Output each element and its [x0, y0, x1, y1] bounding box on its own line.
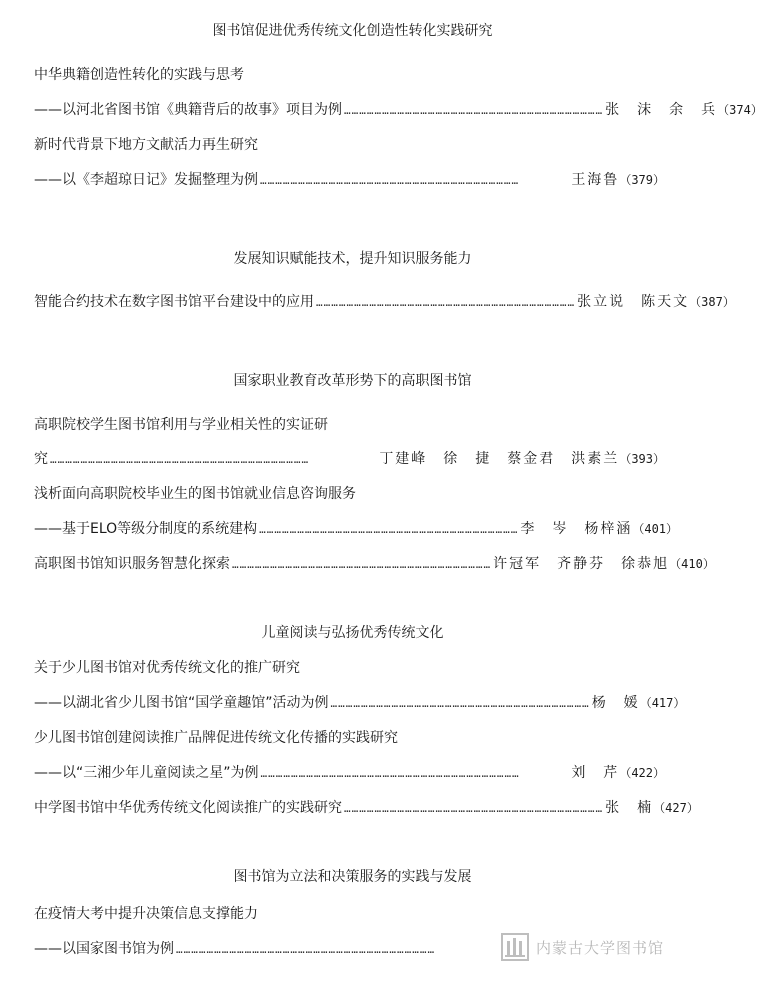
leader-dots: ………………………………………………………………………………………… — [316, 296, 576, 309]
watermark-text: 内蒙古大学图书馆 — [536, 938, 665, 957]
entry-title: 智能合约技术在数字图书馆平台建设中的应用 — [34, 294, 314, 310]
leader-dots: ………………………………………………………………………………………… — [176, 943, 436, 956]
section-heading: 图书馆促进优秀传统文化创造性转化实践研究 — [212, 23, 493, 39]
entry-subtitle: 究 — [34, 451, 48, 467]
entry-authors: 张 楠 — [605, 800, 654, 816]
toc-entry-row[interactable] — [34, 293, 735, 312]
entry-page-number: （379） — [619, 173, 665, 187]
entry-authors: 张立说 陈天文 — [577, 294, 690, 310]
toc-entry-row[interactable] — [34, 694, 686, 713]
toc-entry-row[interactable] — [34, 101, 763, 120]
entry-authors: 刘 芹 — [571, 765, 620, 781]
entry-page-number: （410） — [669, 557, 715, 571]
entry-title[interactable]: 在疫情大考中提升决策信息支撑能力 — [34, 906, 258, 922]
entry-authors: 杨 媛 — [591, 695, 640, 711]
entry-title[interactable]: 中华典籍创造性转化的实践与思考 — [34, 67, 244, 83]
entry-subtitle: ——以国家图书馆为例 — [34, 941, 174, 957]
entry-authors: 李 岑 杨梓涵 — [520, 521, 633, 537]
leader-dots: ………………………………………………………………………………………… — [259, 523, 519, 536]
leader-dots: ………………………………………………………………………………………… — [260, 174, 520, 187]
entry-page-number: （387） — [689, 295, 735, 309]
entry-subtitle: ——以河北省图书馆《典籍背后的故事》项目为例 — [34, 102, 342, 118]
entry-subtitle: ——基于ELO等级分制度的系统建构 — [34, 521, 258, 537]
entry-page-number: （422） — [619, 766, 665, 780]
toc-entry-row[interactable] — [34, 520, 679, 539]
leader-dots: ………………………………………………………………………………………… — [330, 697, 590, 710]
entry-authors: 许冠军 齐静芬 徐恭旭 — [493, 556, 670, 572]
entry-title[interactable]: 新时代背景下地方文献活力再生研究 — [34, 137, 258, 153]
library-watermark — [500, 932, 664, 962]
leader-dots: ………………………………………………………………………………………… — [50, 453, 310, 466]
leader-dots: ………………………………………………………………………………………… — [232, 558, 492, 571]
toc-entry-row[interactable] — [34, 171, 665, 190]
section-heading: 图书馆为立法和决策服务的实践与发展 — [233, 869, 472, 885]
leader-dots: ………………………………………………………………………………………… — [260, 767, 520, 780]
entry-title[interactable]: 少儿图书馆创建阅读推广品牌促进传统文化传播的实践研究 — [34, 730, 398, 746]
entry-authors: 王海鲁 — [571, 172, 620, 188]
entry-subtitle: ——以湖北省少儿图书馆“国学童趣馆”活动为例 — [34, 695, 329, 711]
entry-page-number: （374） — [717, 103, 763, 117]
entry-authors: 丁建峰 徐 捷 蔡金君 洪素兰 — [379, 451, 620, 467]
entry-title: 中学图书馆中华优秀传统文化阅读推广的实践研究 — [34, 800, 342, 816]
leader-dots: ………………………………………………………………………………………… — [344, 104, 604, 117]
section-heading: 发展知识赋能技术，提升知识服务能力 — [233, 251, 472, 267]
toc-entry-row[interactable] — [34, 450, 665, 469]
toc-entry-row[interactable] — [34, 764, 665, 783]
entry-page-number: （417） — [639, 696, 686, 710]
entry-subtitle: ——以“三湘少年儿童阅读之星”为例 — [34, 765, 259, 781]
toc-entry-row[interactable] — [34, 555, 715, 574]
entry-title[interactable]: 关于少儿图书馆对优秀传统文化的推广研究 — [34, 660, 300, 676]
library-building-icon — [500, 932, 530, 962]
toc-entry-row[interactable] — [34, 799, 699, 818]
entry-subtitle: ——以《李超琼日记》发掘整理为例 — [34, 172, 258, 188]
entry-page-number: （401） — [632, 522, 679, 536]
leader-dots: ………………………………………………………………………………………… — [344, 802, 604, 815]
section-heading: 国家职业教育改革形势下的高职图书馆 — [233, 373, 472, 389]
entry-page-number: （393） — [619, 452, 665, 466]
entry-title[interactable]: 浅析面向高职院校毕业生的图书馆就业信息咨询服务 — [34, 486, 356, 502]
entry-title[interactable]: 高职院校学生图书馆利用与学业相关性的实证研 — [34, 417, 328, 433]
entry-title: 高职图书馆知识服务智慧化探索 — [34, 556, 230, 572]
entry-page-number: （427） — [653, 801, 699, 815]
toc-entry-row[interactable] — [34, 940, 495, 959]
entry-authors: 张 沫 余 兵 — [605, 102, 718, 118]
section-heading: 儿童阅读与弘扬优秀传统文化 — [261, 625, 444, 641]
